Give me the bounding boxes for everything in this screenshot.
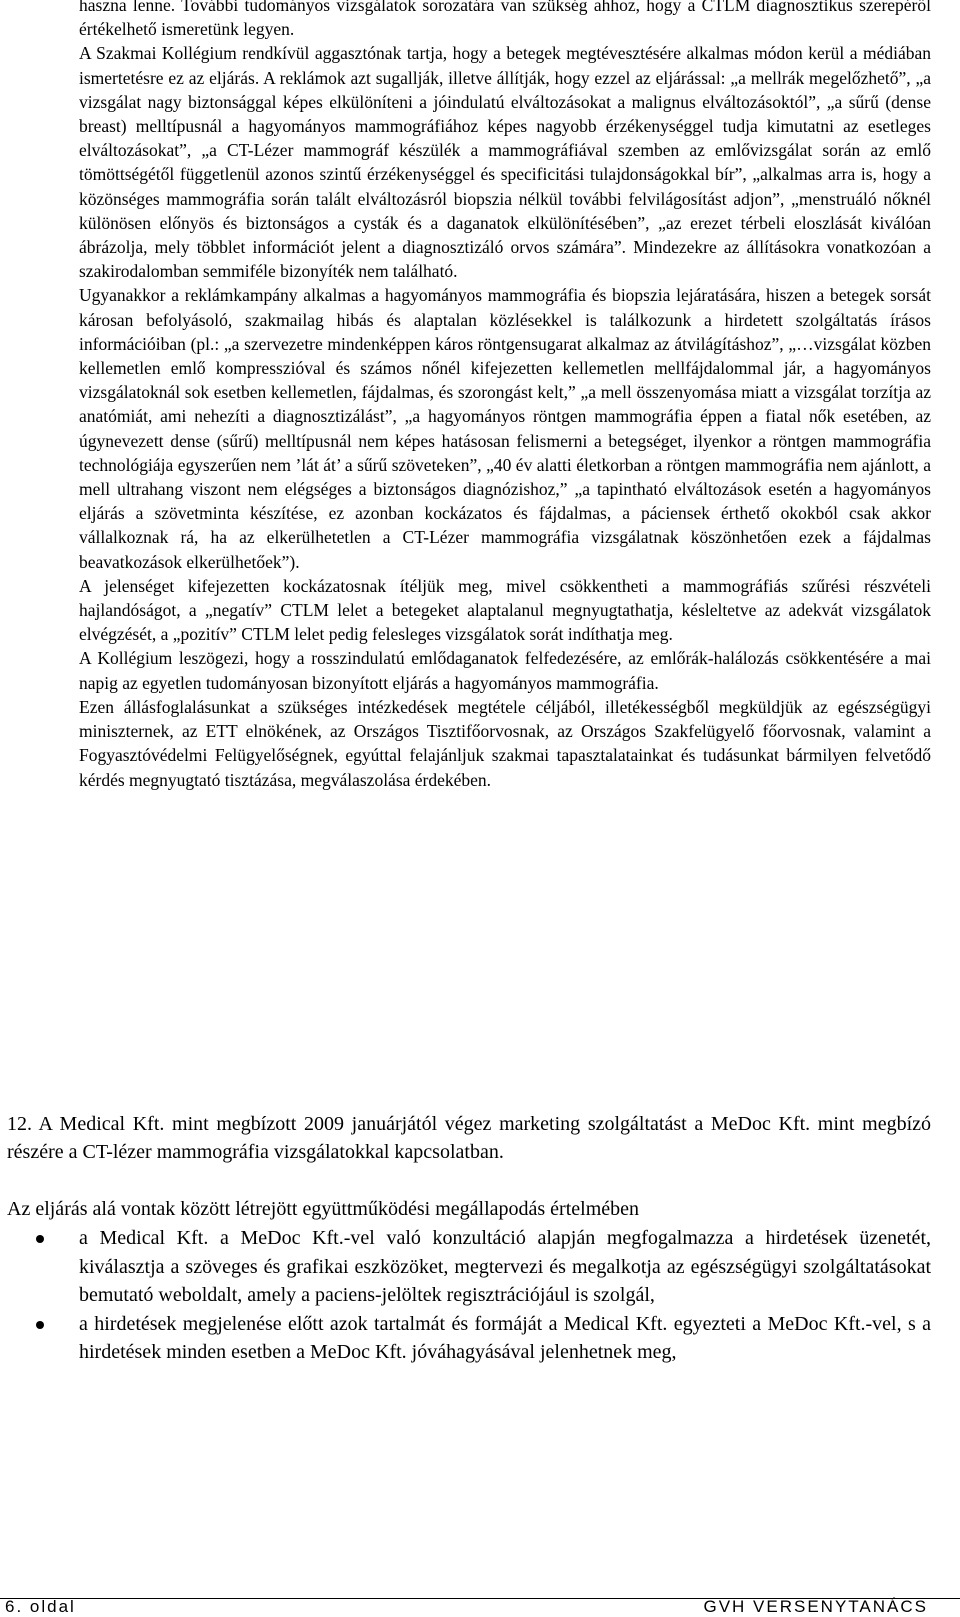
section-12-paragraph: 12. A Medical Kft. mint megbízott 2009 januárjától végez marketing szolgáltatást a MeDoc Kft. mint megbízó részére a CT-lézer mammográfia vizsgálatokkal kapcsolatban. bbox=[7, 1113, 931, 1163]
list-item-text: a Medical Kft. a MeDoc Kft.-vel való konzultáció alapján megfogalmazza a hirdetések üzenetét, kiválasztja a szöveges és grafikai eszközöket, megtervezi és megalkotja az egészségügyi szolgáltatásokat bemutató weboldalt, amely a paciens-jelöltek regisztrációjául is szolgál, bbox=[79, 1227, 931, 1306]
list-item-text: a hirdetések megjelenése előtt azok tartalmát és formáját a Medical Kft. egyezteti a MeDoc Kft.-vel, s a hirdetések minden esetben a MeDoc Kft. jóváhagyásával jelenhetnek meg, bbox=[79, 1312, 931, 1363]
list-item bbox=[0, 1310, 931, 1367]
agreement-intro: Az eljárás alá vontak között létrejött együttműködési megállapodás értelmében bbox=[7, 1198, 640, 1220]
bullet-icon bbox=[36, 1321, 44, 1329]
organization-name: GVH VERSENYTANÁCS bbox=[703, 1597, 928, 1616]
page-number: 6. oldal bbox=[5, 1597, 76, 1616]
bullet-icon bbox=[36, 1235, 44, 1243]
paragraph: A Kollégium leszögezi, hogy a rosszindulatú emlődaganatok felfedezésére, az emlőrák-halálozás csökkentésére a mai napig az egyetlen tudományosan bizonyított eljárás a hagyományos mammográfia. bbox=[79, 648, 931, 693]
paragraph: Ugyanakkor a reklámkampány alkalmas a hagyományos mammográfia és biopszia lejáratására, hiszen a betegek sorsát károsan befolyásoló, szakmailag hibás és alaptalan közlésekkel is találkozunk a hirdetett szolgáltatás írásos információiban (pl.: „a szervezetre mindenképpen káros röntgensugarat alkalmaz az átvilágításhoz”, „…vizsgálat közben kellemetlen emlő kompresszióval és számos nőnél kifejezetten kellemetlen mellfájdalommal jár, a hagyományos vizsgálatoknál sok esetben kellemetlen, fájdalmas, és szorongást kelt,” „a mell összenyomása miatt a vizsgálat torzítja az anatómiát, ami nehezíti a diagnosztizálást”, „a hagyományos röntgen mammográfia éppen a fiatal nők esetében, az úgynevezett dense (sűrű) melltípusnál nem képes hatásosan felismerni a betegséget, ilyenkor a röntgen mammográfia technológiája egyszerűen nem ’lát át’ a sűrű szöveteken”, „40 év alatti életkorban a röntgen mammográfia nem ajánlott, a mell ultrahang viszont nem elégséges a biztonságos diagnózishoz,” „a tapintható elváltozások esetén a hagyományos eljárás a szövetminta készítése, ez azonban kockázatos és fájdalmas, a páciensek érthető okokból csak akkor vállalkoznak rá, ha az elkerülhetetlen a CT-Lézer mammográfia vizsgálatnak köszönhetően ezek a fájdalmas beavatkozások elkerülhetőek”). bbox=[79, 285, 931, 572]
paragraph: Ezen állásfoglalásunkat a szükséges intézkedések megtétele céljából, illetékességből megküldjük az egészségügyi miniszternek, az ETT elnökének, az Országos Tisztifőorvosnak, az Országos Szakfelügyelő főorvosnak, valamint a Fogyasztóvédelmi Felügyelőségnek, egyúttal felajánljuk szakmai tapasztalatainkat és tudásunkat bármilyen felvetődő kérdés megnyugtató tisztázása, megválaszolása érdekében. bbox=[79, 696, 931, 790]
paragraph: A Szakmai Kollégium rendkívül aggasztónak tartja, hogy a betegek megtévesztésére alkalmas módon kerül a médiában ismertetésre ez az eljárás. A reklámok azt sugallják, illetve állítják, hogy ezzel az eljárással: „a mellrák megelőzhető”, „a vizsgálat nagy biztonsággal képes elkülöníteni a jóindulatú elváltozásokat a malignus elváltozásoktól”, „a sűrű (dense breast) melltípusnál a hagyományos mammográfiához képes nagyobb érzékenységgel tudja kimutatni az esetleges elváltozásokat”, „a CT-Lézer mammográf készülék a mammográfiával szemben az emlővizsgálat során az emlő tömöttségétől függetlenül azonos szintű érzékenységgel és specificitási tulajdonságokkal bír”, „alkalmas arra is, hogy a közönséges mammográfia során talált elváltozásról biopszia nélkül további felvilágosítást adjon”, „menstruáló nőknél különösen előnyös és biztonságos a cysták és a daganatok elkülönítésében”, „az erezet térbeli eloszlását kiválóan ábrázolja, mely többlet információt jelent a diagnosztizáló orvos számára”. Mindezekre az állításokra vonatkozóan a szakirodalomban semmiféle bizonyíték nem található. bbox=[79, 43, 931, 282]
paragraph: A jelenséget kifejezetten kockázatosnak ítéljük meg, mivel csökkentheti a mammográfiás szűrési részvételi hajlandóságot, a „negatív” CTLM lelet a betegeket alaptalanul megnyugtathatja, késleltetve az adekvát vizsgálatok elvégzését, a „pozitív” CTLM lelet pedig felesleges vizsgálatok sorát indíthatja meg. bbox=[79, 575, 931, 645]
paragraph: haszna lenne. További tudományos vizsgálatok sorozatára van szükség ahhoz, hogy a CTLM diagnosztikus szerepéről értékelhető ismeretünk legyen. bbox=[79, 0, 931, 40]
agreement-bullet-list bbox=[0, 1224, 931, 1367]
list-item bbox=[0, 1224, 931, 1310]
quoted-statement bbox=[79, 0, 931, 792]
